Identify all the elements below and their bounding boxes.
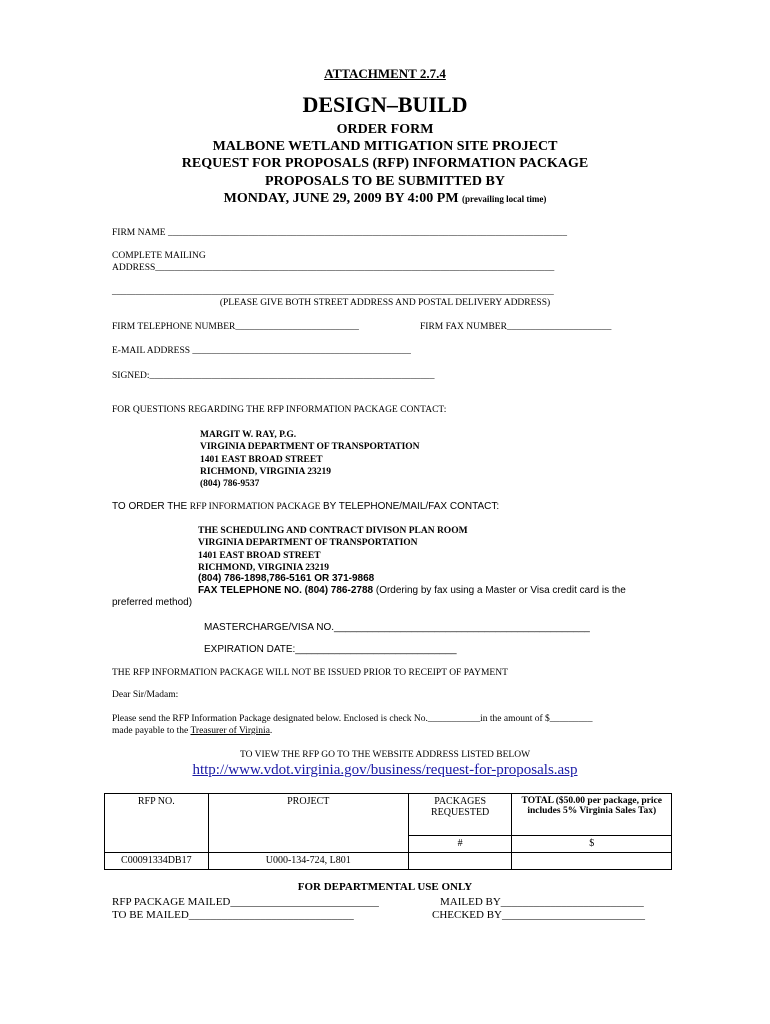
address-field[interactable]: ADDRESS____________________________________________________________________________________ xyxy=(112,263,555,273)
payable-text: made payable to the xyxy=(112,726,189,736)
check-line[interactable]: Please send the RFP Information Package designated below. Enclosed is check No.___________in the amount of $_________ xyxy=(112,714,593,724)
order-phone: (804) 786-1898,786-5161 OR 371-9868 xyxy=(198,573,375,584)
to-be-mailed-field[interactable]: TO BE MAILED______________________________ xyxy=(112,909,354,921)
deadline-date: MONDAY, JUNE 29, 2009 BY 4:00 PM xyxy=(223,191,459,206)
deadline xyxy=(0,191,770,207)
rfp-order-table xyxy=(104,793,672,870)
order-intro xyxy=(112,501,499,512)
order-fax-note: (Ordering by fax using a Master or Visa credit card is the xyxy=(375,585,626,596)
payable-period: . xyxy=(269,726,273,736)
contact-city: RICHMOND, VIRGINIA 23219 xyxy=(200,466,331,477)
payable-line xyxy=(112,726,272,736)
form-type: ORDER FORM xyxy=(336,122,434,137)
contact-name: MARGIT W. RAY, P.G. xyxy=(200,430,297,440)
expiration-date-field[interactable]: EXPIRATION DATE:_____________________________ xyxy=(204,644,457,655)
table-header-row xyxy=(105,794,672,836)
cell-total[interactable] xyxy=(512,853,672,870)
questions-intro: FOR QUESTIONS REGARDING THE RFP INFORMATION PACKAGE CONTACT: xyxy=(112,405,447,415)
email-field[interactable]: E-MAIL ADDRESS ______________________________________________ xyxy=(112,346,411,356)
order-fax-note-cont: preferred method) xyxy=(112,597,193,608)
contact-street: 1401 EAST BROAD STREET xyxy=(200,454,323,465)
submission-heading: PROPOSALS TO BE SUBMITTED BY xyxy=(265,174,505,189)
header-packages: PACKAGES REQUESTED xyxy=(408,794,512,836)
departmental-heading: FOR DEPARTMENTAL USE ONLY xyxy=(297,881,473,893)
checked-by-field[interactable]: CHECKED BY__________________________ xyxy=(432,909,645,921)
order-intro-b: RFP INFORMATION PACKAGE xyxy=(189,502,321,512)
website-link[interactable]: http://www.vdot.virginia.gov/business/request-for-proposals.asp xyxy=(192,762,578,778)
project-name: MALBONE WETLAND MITIGATION SITE PROJECT xyxy=(212,139,558,154)
deadline-note: (prevailing local time) xyxy=(462,194,547,204)
header-rfp-no: RFP NO. xyxy=(105,794,209,853)
order-fax: FAX TELEPHONE NO. (804) 786-2788 xyxy=(198,585,374,596)
document-title: DESIGN–BUILD xyxy=(302,92,468,117)
cell-project: U000-134-724, L801 xyxy=(208,853,408,870)
mailing-label: COMPLETE MAILING xyxy=(112,251,206,261)
unit-packages: # xyxy=(408,835,512,852)
order-contact-city: RICHMOND, VIRGINIA 23219 xyxy=(198,562,329,573)
contact-phone: (804) 786-9537 xyxy=(200,479,260,490)
order-contact-block xyxy=(198,525,468,574)
website-link-wrap xyxy=(0,762,770,779)
questions-contact-block xyxy=(200,429,420,490)
cell-packages[interactable] xyxy=(408,853,512,870)
mailed-field[interactable]: RFP PACKAGE MAILED___________________________ xyxy=(112,896,379,908)
header-project: PROJECT xyxy=(208,794,408,853)
order-contact-name: THE SCHEDULING AND CONTRACT DIVISON PLAN ROOM xyxy=(198,526,468,536)
firm-name-field[interactable]: FIRM NAME ____________________________________________________________________________________ xyxy=(112,228,567,238)
telephone-field[interactable]: FIRM TELEPHONE NUMBER__________________________ xyxy=(112,322,359,332)
table-row xyxy=(105,853,672,870)
order-intro-c: BY TELEPHONE/MAIL/FAX CONTACT: xyxy=(322,501,500,512)
cell-rfp-no: C00091334DB17 xyxy=(105,853,209,870)
attachment-number: ATTACHMENT 2.7.4 xyxy=(324,66,446,81)
signature-field[interactable]: SIGNED:____________________________________________________________ xyxy=(112,371,435,381)
fax-field[interactable]: FIRM FAX NUMBER______________________ xyxy=(420,322,612,332)
unit-total: $ xyxy=(512,835,672,852)
card-number-field[interactable]: MASTERCHARGE/VISA NO.______________________________________________ xyxy=(204,622,590,633)
order-fax-line xyxy=(198,585,626,596)
header-total: TOTAL ($50.00 per package, price includes 5% Virginia Sales Tax) xyxy=(512,794,672,836)
contact-agency: VIRGINIA DEPARTMENT OF TRANSPORTATION xyxy=(200,442,420,453)
address-note: (PLEASE GIVE BOTH STREET ADDRESS AND POSTAL DELIVERY ADDRESS) xyxy=(219,298,551,308)
salutation: Dear Sir/Madam: xyxy=(112,690,179,700)
mailed-by-field[interactable]: MAILED BY__________________________ xyxy=(440,896,644,908)
website-label: TO VIEW THE RFP GO TO THE WEBSITE ADDRESS LISTED BELOW xyxy=(239,750,531,760)
rfp-package-title: REQUEST FOR PROPOSALS (RFP) INFORMATION PACKAGE xyxy=(181,156,589,171)
payee: Treasurer of Virginia xyxy=(190,726,270,736)
order-intro-a: TO ORDER THE xyxy=(112,501,188,512)
order-contact-street: 1401 EAST BROAD STREET xyxy=(198,550,321,561)
address-line2-field[interactable]: _____________________________________________________________________________________________ xyxy=(112,287,554,297)
payment-notice: THE RFP INFORMATION PACKAGE WILL NOT BE ISSUED PRIOR TO RECEIPT OF PAYMENT xyxy=(112,668,508,678)
order-contact-agency: VIRGINIA DEPARTMENT OF TRANSPORTATION xyxy=(198,538,418,549)
